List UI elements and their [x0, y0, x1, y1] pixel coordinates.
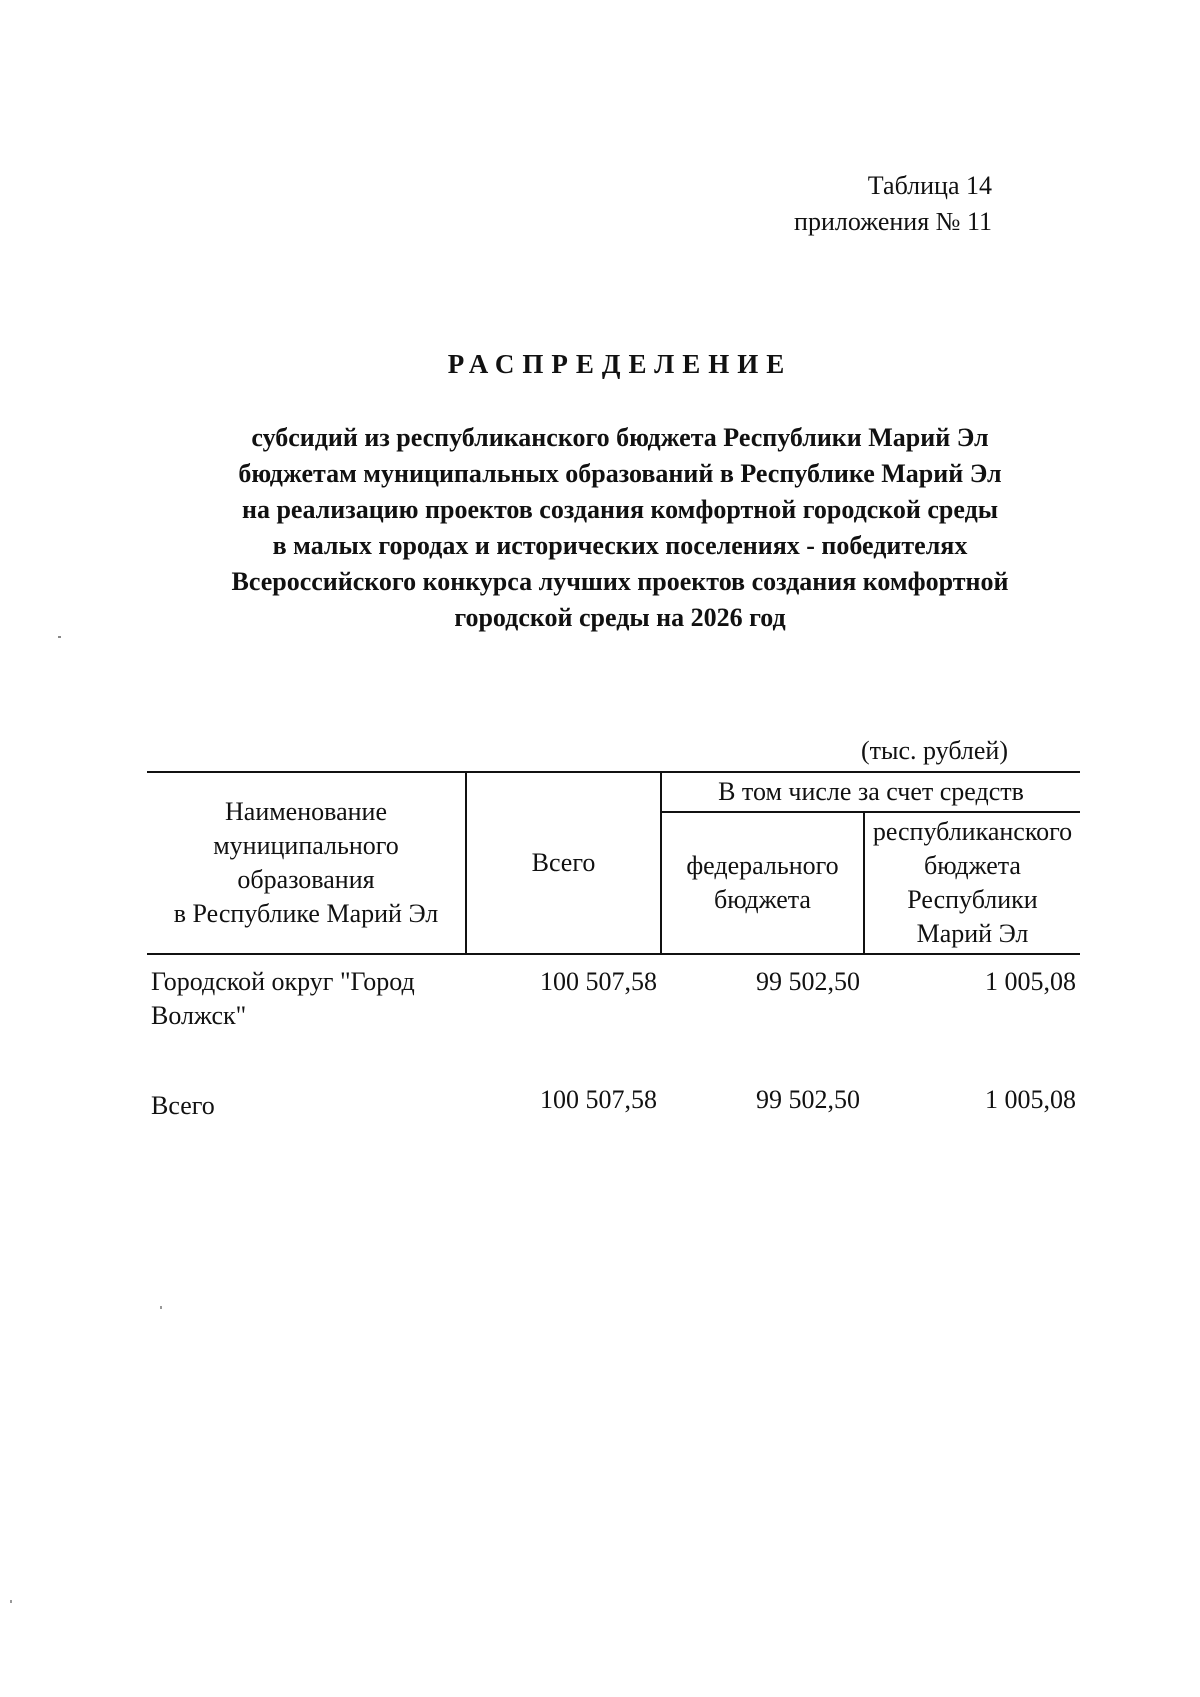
table-row [147, 954, 1080, 1075]
subtitle-line: на реализацию проектов создания комфортной городской среды [241, 495, 999, 524]
cell-republic: 1 005,08 [985, 1085, 1076, 1114]
subtitle-line: субсидий из республиканского бюджета Республики Марий Эл [251, 423, 989, 452]
subtitle-line: бюджетам муниципальных образований в Республике Марий Эл [238, 459, 1002, 488]
subtitle-line: городской среды на 2026 год [454, 603, 786, 632]
header-total: Всего [466, 772, 661, 954]
table-reference: Таблица 14 [867, 171, 992, 200]
cell-republic: 1 005,08 [985, 967, 1076, 996]
scan-speck [10, 1600, 12, 1603]
subtitle-line: в малых городах и исторических поселениях - победителях [272, 531, 968, 560]
cell-total: 100 507,58 [540, 1085, 657, 1114]
appendix-reference: приложения № 11 [794, 207, 992, 236]
cell-municipality: Городской округ "Город Волжск" [151, 967, 415, 1030]
scan-speck [160, 1306, 162, 1309]
table-total-row [147, 1075, 1080, 1123]
cell-federal: 99 502,50 [756, 967, 860, 996]
header-municipality: Наименование муниципального образования в Республике Марий Эл [147, 772, 466, 954]
header-republic: республиканского бюджета Республики Марий Эл [864, 812, 1080, 954]
document-title: РАСПРЕДЕЛЕНИЕ [447, 349, 793, 379]
unit-label: (тыс. рублей) [860, 736, 1008, 765]
table-header-row [147, 772, 1080, 812]
cell-total: 100 507,58 [540, 967, 657, 996]
header-funding-group: В том числе за счет средств [661, 772, 1080, 812]
scan-speck [58, 636, 61, 638]
document-subtitle [150, 420, 1090, 636]
distribution-table [147, 771, 1080, 1123]
subtitle-line: Всероссийского конкурса лучших проектов создания комфортной [231, 567, 1009, 596]
header-federal: федерального бюджета [661, 812, 864, 954]
cell-federal: 99 502,50 [756, 1085, 860, 1114]
cell-municipality: Всего [151, 1091, 215, 1120]
document-reference [794, 168, 992, 240]
